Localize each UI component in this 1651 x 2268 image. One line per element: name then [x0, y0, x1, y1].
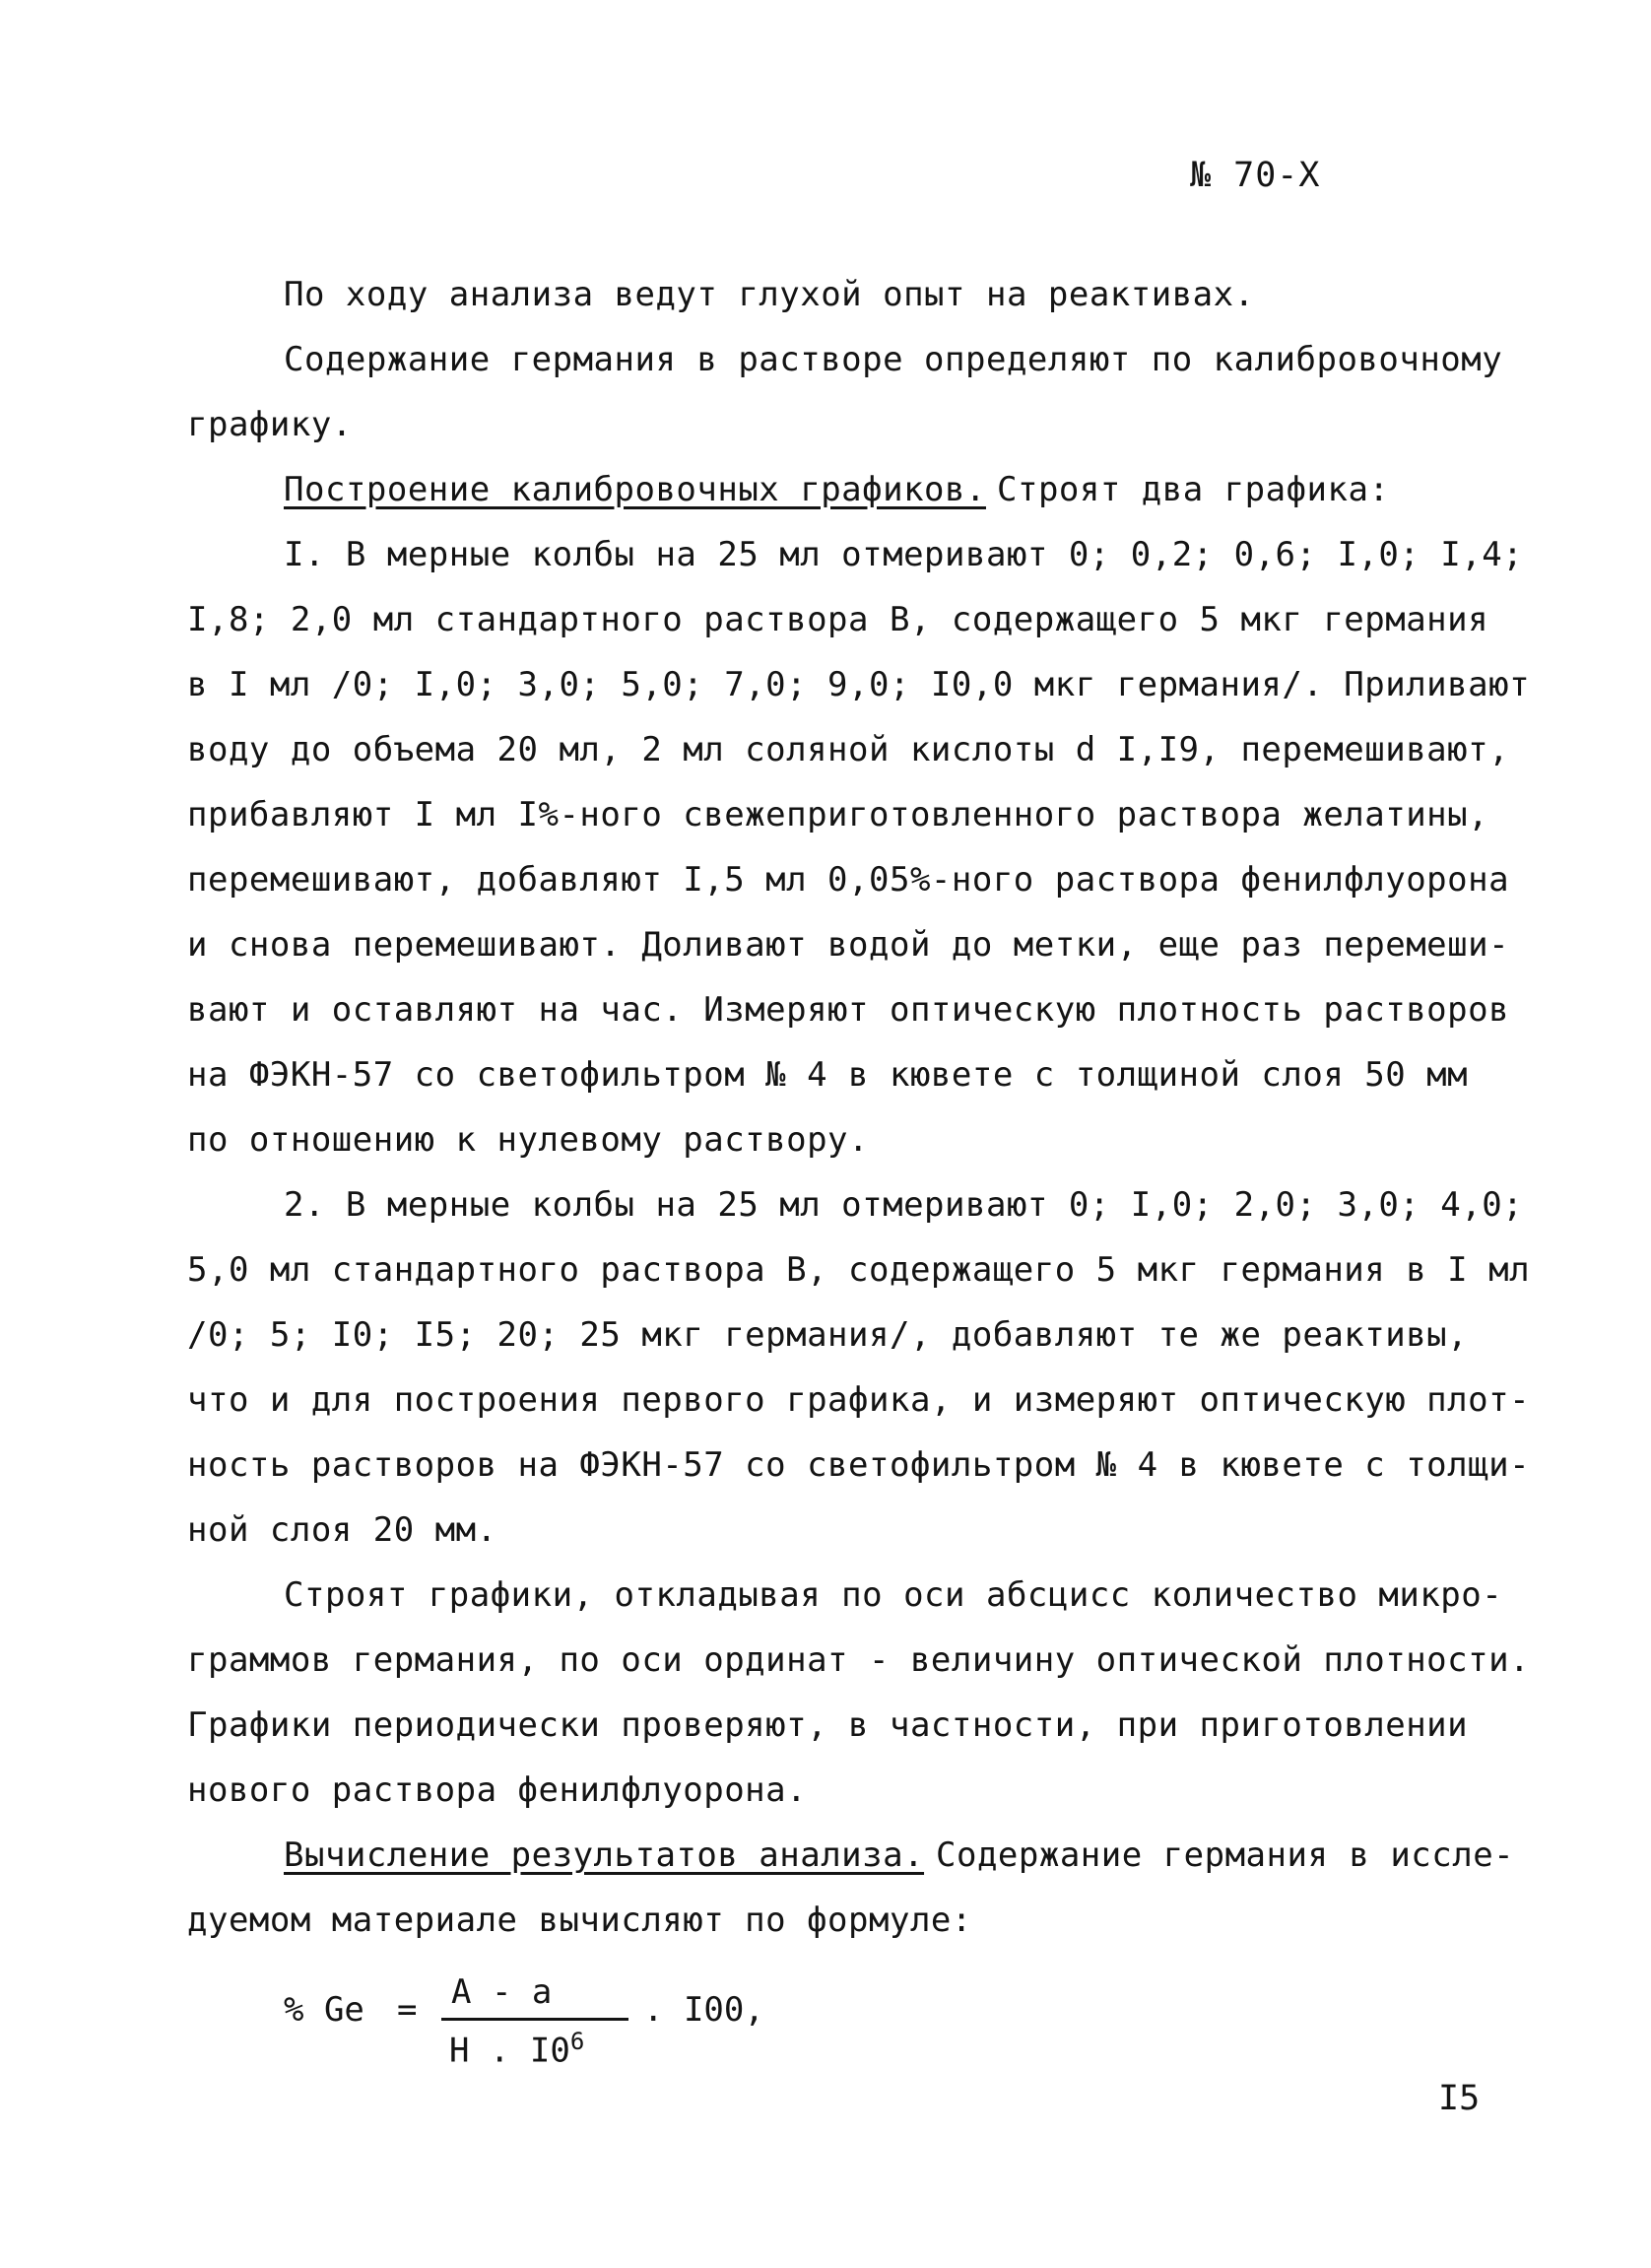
formula-denominator-base: H . I0: [449, 2031, 570, 2071]
text-line: дуемом материале вычисляют по формуле:: [187, 1901, 972, 1940]
text-line: перемешивают, добавляют I,5 мл 0,05%-ного раствора фенилфлуорона: [187, 860, 1510, 900]
text-line: в I мл /0; I,0; 3,0; 5,0; 7,0; 9,0; I0,0 мкг германия/. Приливают: [187, 665, 1531, 704]
formula-denominator: [449, 2028, 584, 2070]
text-line: Содержание германия в иссле-: [936, 1835, 1515, 1875]
text-line: ность растворов на ФЭКН-57 со светофильтром № 4 в кювете с толщи-: [187, 1445, 1531, 1485]
text-line: что и для построения первого графика, и измеряют оптическую плот-: [187, 1380, 1531, 1420]
section-heading-calibration: Построение_калибровочных_графиков.: [284, 470, 986, 509]
text-line: I. В мерные колбы на 25 мл отмеривают 0; 0,2; 0,6; I,0; I,4;: [284, 535, 1524, 574]
section-heading-calculation: Вычисление_результатов_анализа.: [284, 1835, 925, 1875]
formula-numerator: A - a: [451, 1972, 553, 2012]
text-line: вают и оставляют на час. Измеряют оптическую плотность растворов: [187, 990, 1510, 1030]
text-line: ной слоя 20 мм.: [187, 1510, 497, 1550]
text-line: I,8; 2,0 мл стандартного раствора В, содержащего 5 мкг германия: [187, 600, 1489, 639]
text-line: /0; 5; I0; I5; 20; 25 мкг германия/, добавляют те же реактивы,: [187, 1315, 1469, 1355]
text-line: воду до объема 20 мл, 2 мл соляной кислоты d I,I9, перемешивают,: [187, 730, 1510, 769]
text-line: на ФЭКН-57 со светофильтром № 4 в кювете с толщиной слоя 50 мм: [187, 1055, 1469, 1095]
formula-multiplier: . I00,: [643, 1990, 764, 2030]
text-line: графику.: [187, 405, 353, 444]
text-line: Строят графики, откладывая по оси абсцисс количество микро-: [284, 1575, 1503, 1615]
formula-lhs: % Ge: [284, 1990, 364, 2030]
text-line: Графики периодически проверяют, в частности, при приготовлении: [187, 1705, 1469, 1745]
text-line: прибавляют I мл I%-ного свежеприготовленного раствора желатины,: [187, 795, 1489, 834]
germanium-formula: [284, 1972, 796, 2089]
formula-equals: =: [397, 1990, 418, 2030]
text-line: Содержание германия в растворе определяют по калибровочному: [284, 340, 1503, 379]
text-line: По ходу анализа ведут глухой опыт на реактивах.: [284, 275, 1255, 314]
text-line: граммов германия, по оси ординат - величину оптической плотности.: [187, 1640, 1531, 1680]
document-number: № 70-X: [1190, 156, 1321, 195]
text-line: нового раствора фенилфлуорона.: [187, 1770, 808, 1810]
text-line: и снова перемешивают. Доливают водой до метки, еще раз перемеши-: [187, 925, 1510, 965]
text-line: по отношению к нулевому раствору.: [187, 1120, 870, 1160]
formula-exponent: 6: [569, 2028, 585, 2055]
text-line: 5,0 мл стандартного раствора В, содержащего 5 мкг германия в I мл: [187, 1250, 1531, 1290]
text-line: Строят два графика:: [997, 470, 1390, 509]
text-line: 2. В мерные колбы на 25 мл отмеривают 0; I,0; 2,0; 3,0; 4,0;: [284, 1185, 1524, 1225]
page-number: I5: [1438, 2079, 1481, 2118]
fraction-bar: [441, 2018, 628, 2021]
